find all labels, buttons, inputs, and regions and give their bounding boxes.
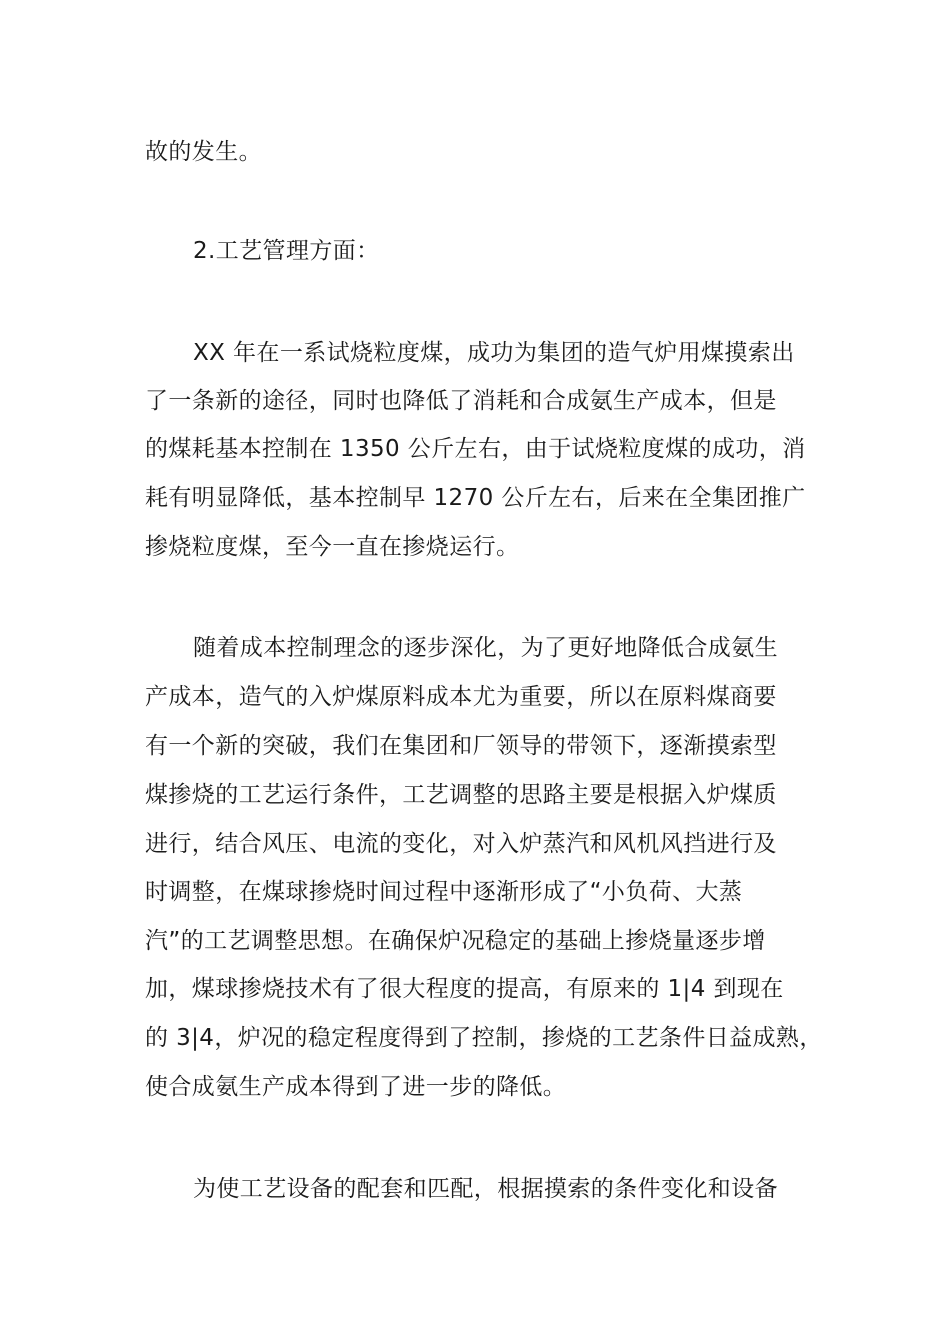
text-line: 的煤耗基本控制在 1350 公斤左右，由于试烧粒度煤的成功，消	[145, 436, 806, 462]
text-line: 随着成本控制理念的逐步深化，为了更好地降低合成氨生	[193, 635, 778, 661]
text-line: 煤掺烧的工艺运行条件，工艺调整的思路主要是根据入炉煤质	[145, 782, 777, 808]
text-line: 为使工艺设备的配套和匹配，根据摸索的条件变化和设备	[193, 1176, 778, 1202]
text-line: 故的发生。	[145, 139, 262, 165]
text-line: 产成本，造气的入炉煤原料成本尤为重要，所以在原料煤商要	[145, 684, 777, 710]
text-line: 进行，结合风压、电流的变化，对入炉蒸汽和风机风挡进行及	[145, 831, 777, 857]
text-line: 使合成氨生产成本得到了进一步的降低。	[145, 1074, 567, 1100]
section-heading: 2.工艺管理方面：	[193, 238, 380, 264]
text-line: 掺烧粒度煤，至今一直在掺烧运行。	[145, 534, 520, 560]
text-line: 耗有明显降低，基本控制早 1270 公斤左右，后来在全集团推广	[145, 485, 806, 511]
text-line: 时调整，在煤球掺烧时间过程中逐渐形成了“小负荷、大蒸	[145, 879, 743, 905]
text-line: 加，煤球掺烧技术有了很大程度的提高，有原来的 1|4 到现在	[145, 976, 784, 1002]
text-line: 了一条新的途径，同时也降低了消耗和合成氨生产成本，但是	[145, 388, 777, 414]
text-line: 的 3|4，炉况的稳定程度得到了控制，掺烧的工艺条件日益成熟，	[145, 1025, 823, 1051]
text-line: 汽”的工艺调整思想。在确保炉况稳定的基础上掺烧量逐步增	[145, 928, 766, 954]
text-line: 有一个新的突破，我们在集团和厂领导的带领下，逐渐摸索型	[145, 733, 777, 759]
text-line: XX 年在一系试烧粒度煤，成功为集团的造气炉用煤摸索出	[193, 340, 795, 366]
